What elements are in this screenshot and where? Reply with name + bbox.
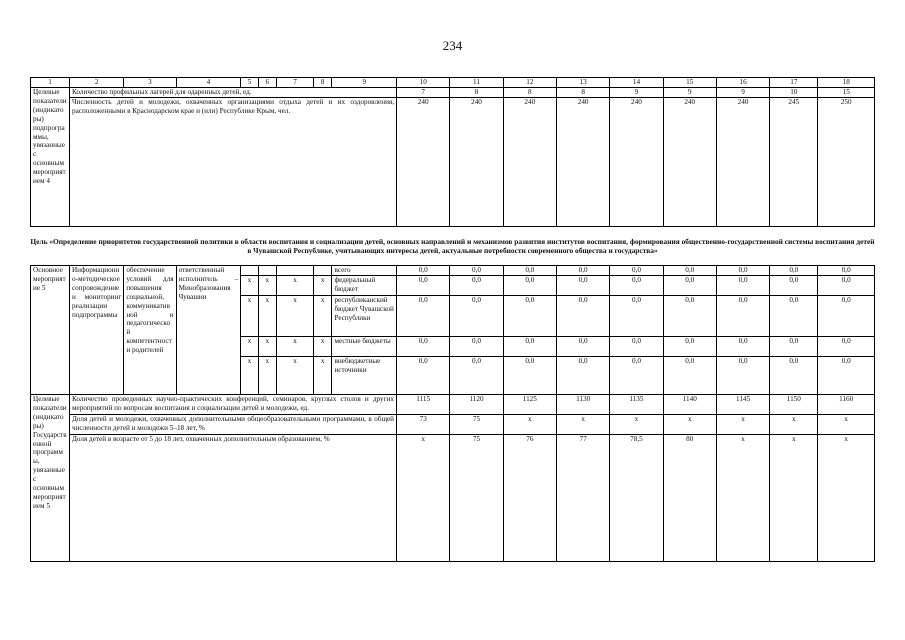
header-cell: 3 [124,78,176,88]
value-cell: 10 [770,88,818,98]
code-cell: x [241,276,258,296]
value-cell: 240 [610,97,663,226]
header-cell: 11 [450,78,503,88]
value-cell: 8 [503,88,556,98]
value-cell: 0,0 [556,337,609,357]
value-cell: 1135 [610,395,663,415]
header-cell: 5 [241,78,258,88]
code-cell: x [313,337,331,357]
value-cell: 1150 [770,395,818,415]
value-cell: 0,0 [663,276,716,296]
indicator-group-label: Целевые показатели (индикаторы) Государственной программы, увязанные с основным мероприятием 5 [31,395,70,562]
value-cell: 0,0 [716,357,769,395]
table-row [31,97,875,226]
value-cell: 0,0 [770,337,818,357]
value-cell: 0,0 [716,266,769,276]
code-cell: x [258,296,276,337]
value-cell: 9 [716,88,769,98]
value-cell: 0,0 [610,337,663,357]
value-cell: 0,0 [818,296,875,337]
event-description: Информационно-методическое сопровождение и мониторинг реализации подпрограммы [69,266,123,395]
table-row [31,395,875,415]
value-cell: 0,0 [818,357,875,395]
value-cell: 76 [503,435,556,562]
value-cell: 1115 [397,395,450,415]
value-cell: x [397,435,450,562]
value-cell: 240 [556,97,609,226]
value-cell: 0,0 [818,266,875,276]
value-cell: 0,0 [450,276,503,296]
value-cell: x [770,415,818,435]
funding-source: республиканский бюджет Чувашской Республики [332,296,397,337]
value-cell: 0,0 [397,266,450,276]
value-cell: 75 [450,435,503,562]
code-cell: x [241,296,258,337]
value-cell: 80 [663,435,716,562]
value-cell: 1145 [716,395,769,415]
table-row [31,435,875,562]
header-cell: 15 [663,78,716,88]
value-cell: 77 [556,435,609,562]
value-cell: 0,0 [503,357,556,395]
value-cell: 0,0 [503,266,556,276]
code-cell: x [277,337,314,357]
value-cell: 7 [397,88,450,98]
header-cell: 14 [610,78,663,88]
value-cell: x [556,415,609,435]
value-cell: 1130 [556,395,609,415]
value-cell: 240 [450,97,503,226]
value-cell: 0,0 [450,266,503,276]
header-cell: 9 [332,78,397,88]
value-cell: 0,0 [716,337,769,357]
value-cell: 78,5 [610,435,663,562]
indicator-group-label: Целевые показатели (индикаторы) подпрограммы, увязанные с основным мероприятием 4 [31,88,70,227]
goal-heading: Цель «Определение приоритетов государственной политики в области воспитания и социализации детей, основных направлений и механизмов развития институтов воспитания, формирования общественно-государственной системы воспитания детей в Чувашской Республике, учитывающих интересы детей, актуальные потребности современного общества и государства» [30,237,875,255]
value-cell: 0,0 [610,357,663,395]
value-cell: 75 [450,415,503,435]
indicator-text: Количество проведенных научно-практических конференций, семинаров, круглых столов и других мероприятий по вопросам воспитания и социализации детей и молодежи, ед. [69,395,396,415]
value-cell: 0,0 [770,357,818,395]
value-cell: 0,0 [716,296,769,337]
value-cell: 0,0 [663,296,716,337]
code-cell: x [313,357,331,395]
code-cell [277,266,314,276]
code-cell: x [258,276,276,296]
code-cell: x [258,337,276,357]
value-cell: x [610,415,663,435]
value-cell: 73 [397,415,450,435]
value-cell: 0,0 [503,276,556,296]
value-cell: x [818,415,875,435]
code-cell: x [241,357,258,395]
indicator-text: Доля детей и молодежи, охваченных дополнительными общеобразовательными программами, в общей численности детей и молодежи 5–18 лет, % [69,415,396,435]
header-cell: 6 [258,78,276,88]
code-cell: x [313,296,331,337]
header-cell: 1 [31,78,70,88]
event-executor: ответственный исполнитель – Минобразования Чувашии [176,266,241,395]
value-cell: 0,0 [450,337,503,357]
value-cell: 0,0 [503,296,556,337]
header-row [31,78,875,88]
value-cell: 0,0 [556,296,609,337]
value-cell: 0,0 [770,266,818,276]
value-cell: 0,0 [663,337,716,357]
value-cell: 0,0 [818,276,875,296]
funding-source: федеральный бюджет [332,276,397,296]
header-cell: 13 [556,78,609,88]
value-cell: 0,0 [397,357,450,395]
funding-source: всего [332,266,397,276]
event-name: Основное мероприятие 5 [31,266,70,395]
value-cell: 240 [663,97,716,226]
value-cell: x [770,435,818,562]
value-cell: 0,0 [397,296,450,337]
indicator-text: Количество профильных лагерей для одаренных детей, ед. [69,88,396,98]
value-cell: x [663,415,716,435]
header-cell: 16 [716,78,769,88]
value-cell: 8 [450,88,503,98]
code-cell [313,266,331,276]
value-cell: 1140 [663,395,716,415]
value-cell: 0,0 [397,337,450,357]
top-table [30,77,875,227]
value-cell: 0,0 [503,337,556,357]
value-cell: x [716,415,769,435]
value-cell: 245 [770,97,818,226]
value-cell: 240 [397,97,450,226]
funding-source: местные бюджеты [332,337,397,357]
code-cell: x [241,337,258,357]
value-cell: 0,0 [556,266,609,276]
code-cell: x [258,357,276,395]
header-cell: 10 [397,78,450,88]
value-cell: 0,0 [556,357,609,395]
value-cell: 0,0 [610,296,663,337]
value-cell: 8 [556,88,609,98]
value-cell: 1120 [450,395,503,415]
value-cell: 240 [503,97,556,226]
value-cell: x [503,415,556,435]
code-cell [241,266,258,276]
header-cell: 17 [770,78,818,88]
value-cell: 0,0 [610,266,663,276]
value-cell: 0,0 [450,357,503,395]
value-cell: 240 [716,97,769,226]
header-cell: 7 [277,78,314,88]
value-cell: 0,0 [716,276,769,296]
value-cell: x [716,435,769,562]
header-cell: 18 [818,78,875,88]
header-cell: 8 [313,78,331,88]
value-cell: 250 [818,97,875,226]
value-cell: 15 [818,88,875,98]
code-cell: x [277,357,314,395]
value-cell: 1125 [503,395,556,415]
value-cell: 0,0 [397,276,450,296]
code-cell: x [277,296,314,337]
value-cell: 0,0 [770,276,818,296]
value-cell: 9 [610,88,663,98]
header-cell: 12 [503,78,556,88]
bottom-table [30,265,875,562]
value-cell: x [818,435,875,562]
header-cell: 4 [176,78,241,88]
code-cell [258,266,276,276]
funding-row [31,266,875,276]
value-cell: 0,0 [663,357,716,395]
value-cell: 0,0 [610,276,663,296]
code-cell: x [277,276,314,296]
header-cell: 2 [69,78,123,88]
value-cell: 0,0 [450,296,503,337]
table-row [31,415,875,435]
value-cell: 0,0 [556,276,609,296]
value-cell: 1160 [818,395,875,415]
code-cell: x [313,276,331,296]
value-cell: 0,0 [818,337,875,357]
value-cell: 9 [663,88,716,98]
table-row [31,88,875,98]
value-cell: 0,0 [663,266,716,276]
funding-source: внебюджетные источники [332,357,397,395]
value-cell: 0,0 [770,296,818,337]
indicator-text: Доля детей в возрасте от 5 до 18 лет, охваченных дополнительным образованием, % [69,435,396,562]
page-number: 234 [442,38,463,53]
indicator-text: Численность детей и молодежи, охваченных организациями отдыха детей и их оздоровления, расположенными в Краснодарском крае и (или) Республике Крым, чел. [69,97,396,226]
event-purpose: обеспечение условий для повышения социальной, коммуникативной и педагогической компетентности родителей [124,266,176,395]
